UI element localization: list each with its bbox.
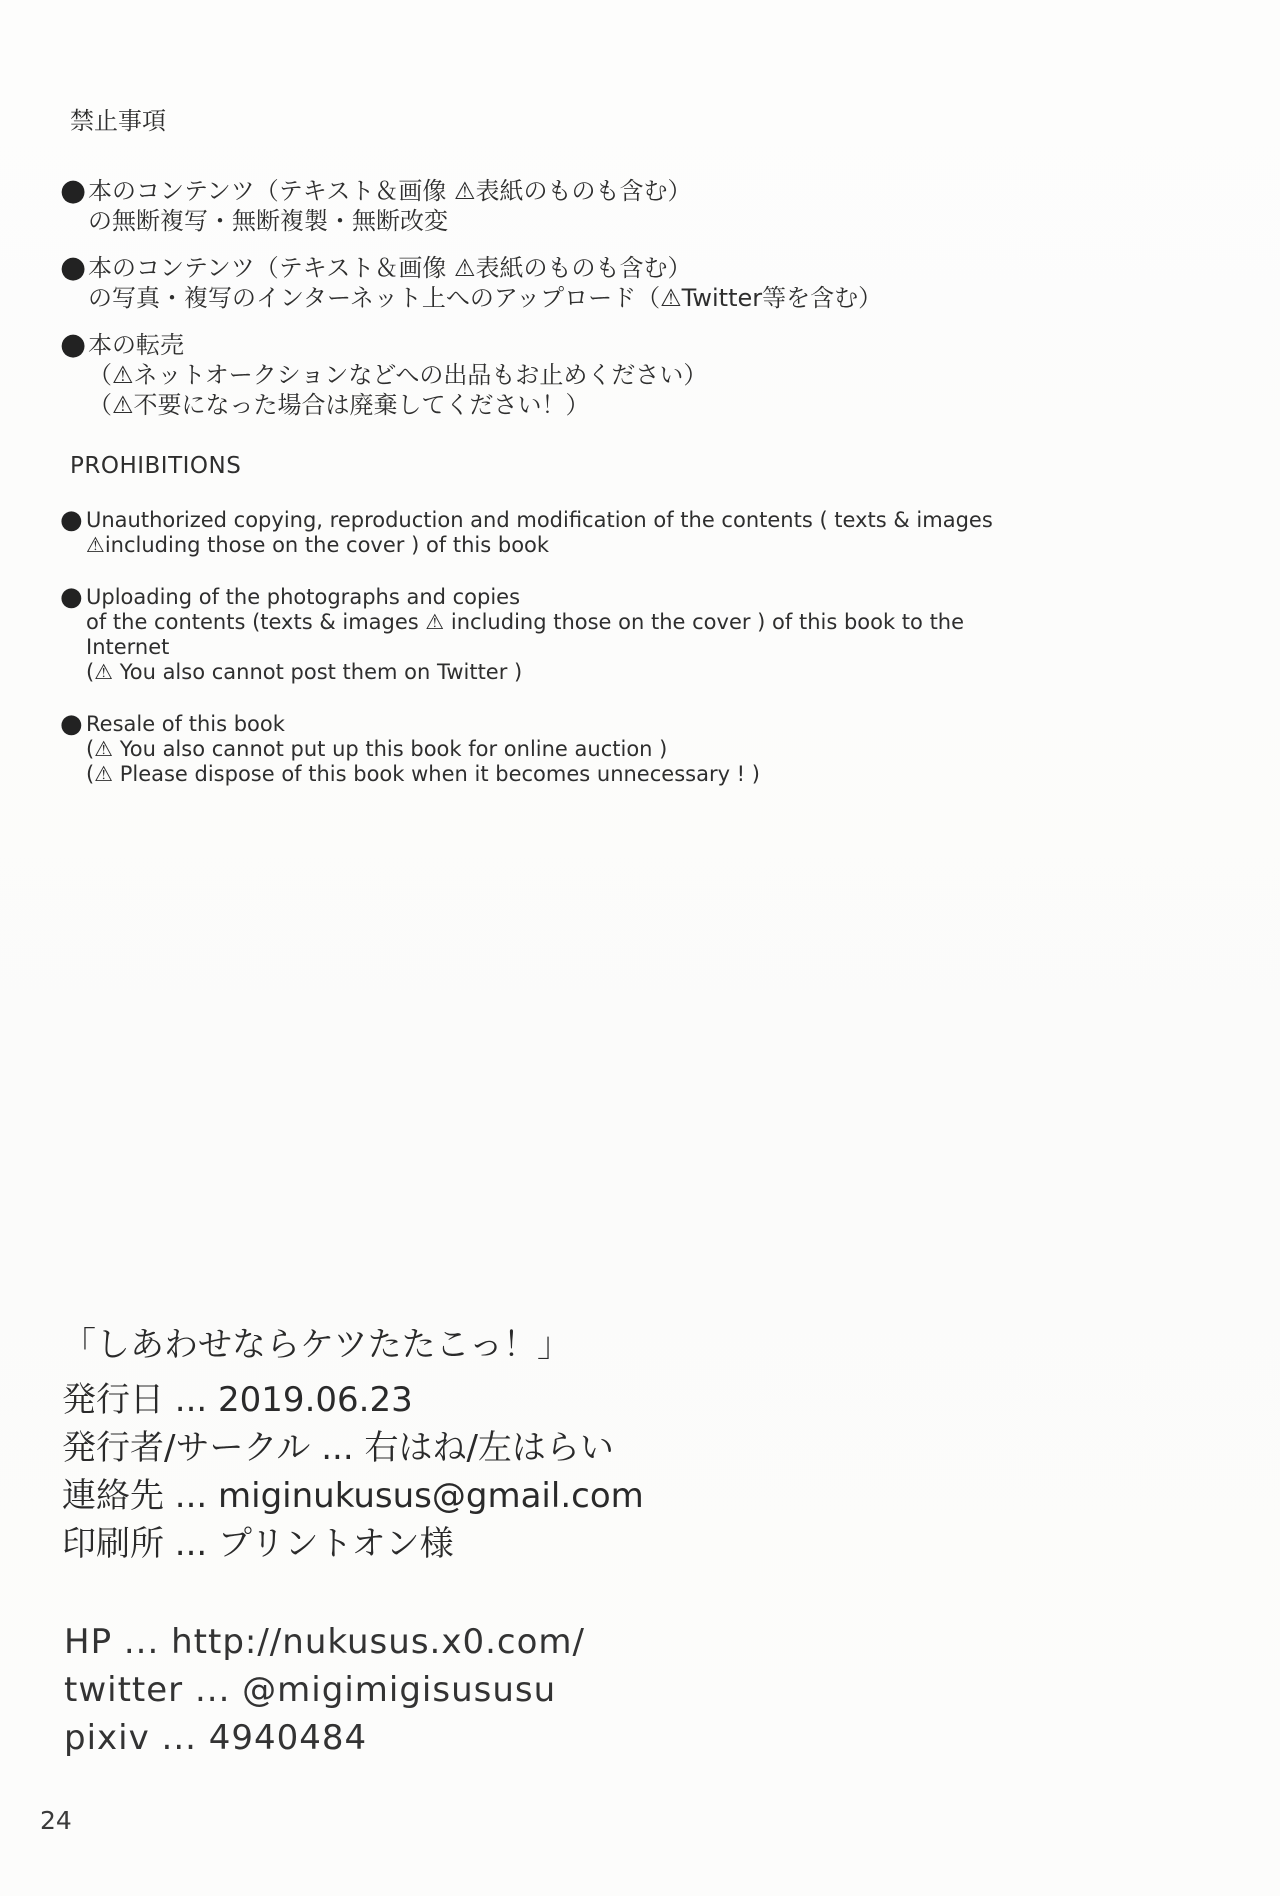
publisher-circle-line: 発行者/サークル ... 右はね/左はらい bbox=[62, 1428, 614, 1468]
prohibition-line: (⚠ You also cannot post them on Twitter ) bbox=[86, 660, 523, 684]
bullet-icon: ● bbox=[60, 505, 83, 535]
prohibition-line: Unauthorized copying, reproduction and modification of the contents ( texts & images bbox=[86, 508, 993, 532]
prohibition-line: (⚠ You also cannot put up this book for online auction ) bbox=[86, 737, 668, 761]
prohibition-text bbox=[88, 176, 691, 236]
prohibition-line: （⚠不要になった場合は廃棄してください！） bbox=[88, 391, 590, 419]
prohibition-line: (⚠ Please dispose of this book when it becomes unnecessary ! ) bbox=[86, 762, 760, 786]
homepage-url-line: HP ... http://nukusus.x0.com/ bbox=[64, 1622, 585, 1662]
prohibition-line: of the contents (texts & images ⚠ including those on the cover ) of this book to the bbox=[86, 610, 965, 634]
prohibitions-ja-heading: 禁止事項 bbox=[70, 107, 166, 135]
prohibition-line: Resale of this book bbox=[86, 712, 285, 736]
prohibitions-en-heading: PROHIBITIONS bbox=[70, 453, 242, 479]
prohibition-text bbox=[88, 330, 707, 420]
prohibition-text bbox=[86, 712, 760, 787]
prohibition-line: 本のコンテンツ（テキスト＆画像 ⚠表紙のものも含む） bbox=[88, 254, 692, 282]
page-number: 24 bbox=[40, 1806, 72, 1835]
prohibitions-ja-section bbox=[60, 106, 1220, 437]
prohibition-line: 本のコンテンツ（テキスト＆画像 ⚠表紙のものも含む） bbox=[88, 177, 692, 205]
bullet-icon: ● bbox=[60, 709, 83, 739]
prohibition-line: 本の転売 bbox=[88, 331, 184, 359]
prohibition-text bbox=[88, 253, 882, 313]
prohibition-line: Internet bbox=[86, 635, 170, 659]
links-section bbox=[64, 1618, 1164, 1762]
prohibition-line: の写真・複写のインターネット上へのアップロード（⚠Twitter等を含む） bbox=[88, 284, 883, 312]
prohibition-line: の無断複写・無断複製・無断改変 bbox=[88, 207, 448, 235]
prohibition-ja-item-resale bbox=[60, 327, 1220, 420]
prohibition-en-item-copying bbox=[60, 505, 1230, 558]
prohibition-en-item-resale bbox=[60, 709, 1230, 787]
bullet-icon: ● bbox=[60, 582, 83, 612]
prohibition-ja-item-upload bbox=[60, 250, 1220, 313]
publication-date-line: 発行日 ... 2019.06.23 bbox=[62, 1380, 413, 1420]
bullet-icon: ● bbox=[60, 327, 87, 362]
prohibition-line: ⚠including those on the cover ) of this book bbox=[86, 533, 550, 557]
prohibition-line: Uploading of the photographs and copies bbox=[86, 585, 521, 609]
colophon-section bbox=[62, 1322, 1162, 1568]
book-title: 「しあわせならケツたたこっ！」 bbox=[62, 1325, 571, 1365]
bullet-icon: ● bbox=[60, 250, 87, 285]
prohibition-en-item-upload bbox=[60, 582, 1230, 685]
contact-email-line: 連絡先 ... miginukusus@gmail.com bbox=[62, 1476, 644, 1516]
prohibition-line: （⚠ネットオークションなどへの出品もお止めください） bbox=[88, 361, 708, 389]
bullet-icon: ● bbox=[60, 173, 87, 208]
prohibition-ja-item-copying bbox=[60, 173, 1220, 236]
twitter-handle-line: twitter ... @migimigisususu bbox=[64, 1670, 557, 1710]
pixiv-id-line: pixiv ... 4940484 bbox=[64, 1718, 368, 1758]
prohibition-text bbox=[86, 585, 964, 685]
prohibitions-en-section bbox=[60, 452, 1230, 814]
printer-line: 印刷所 ... プリントオン様 bbox=[62, 1524, 454, 1564]
prohibition-text bbox=[86, 508, 993, 558]
